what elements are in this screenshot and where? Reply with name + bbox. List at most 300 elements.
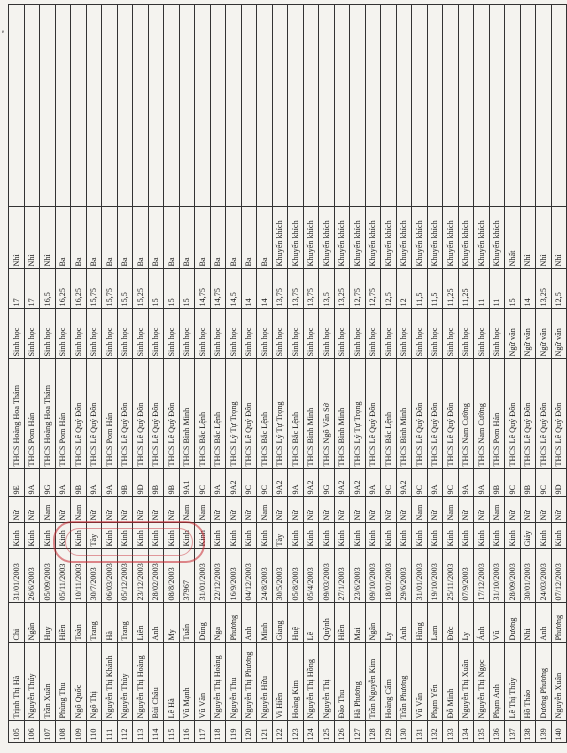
gender-cell: Nam bbox=[257, 497, 273, 523]
row-number: 139 bbox=[536, 721, 552, 743]
subject-cell: Sinh học bbox=[474, 309, 490, 359]
given-name-cell: Anh bbox=[536, 603, 552, 643]
ethnicity-cell: Kinh bbox=[195, 523, 211, 549]
birth-date-cell: 05/09/2003 bbox=[40, 549, 56, 603]
subject-cell: Sinh học bbox=[133, 309, 149, 359]
surname-cell: Đào Thu bbox=[334, 643, 350, 721]
results-table-body bbox=[9, 5, 567, 743]
row-number: 133 bbox=[443, 721, 459, 743]
prize-cell: Ba bbox=[86, 207, 102, 269]
gender-cell: Nam bbox=[40, 497, 56, 523]
table-row bbox=[102, 5, 118, 743]
subject-cell: Sinh học bbox=[117, 309, 133, 359]
table-row bbox=[520, 5, 536, 743]
blank-cell bbox=[505, 5, 521, 207]
score-cell: 11,25 bbox=[443, 269, 459, 309]
gender-cell: Nữ bbox=[226, 497, 242, 523]
given-name-cell: Ly bbox=[381, 603, 397, 643]
blank-cell bbox=[86, 5, 102, 207]
subject-cell: Sinh học bbox=[210, 309, 226, 359]
birth-date-cell: 37967 bbox=[179, 549, 195, 603]
gender-cell: Nữ bbox=[350, 497, 366, 523]
table-row bbox=[133, 5, 149, 743]
score-cell: 12,75 bbox=[350, 269, 366, 309]
prize-cell: Khuyến khích bbox=[303, 207, 319, 269]
school-cell: THCS Bình Minh bbox=[396, 359, 412, 469]
row-number: 116 bbox=[179, 721, 195, 743]
class-cell: 9A bbox=[55, 469, 71, 497]
given-name-cell: Trang bbox=[117, 603, 133, 643]
ethnicity-cell: Kinh bbox=[71, 523, 87, 549]
school-cell: THCS Lý Tự Trọng bbox=[226, 359, 242, 469]
subject-cell: Sinh học bbox=[226, 309, 242, 359]
prize-cell: Nhì bbox=[24, 207, 40, 269]
subject-cell: Sinh học bbox=[303, 309, 319, 359]
table-row bbox=[443, 5, 459, 743]
blank-cell bbox=[427, 5, 443, 207]
ethnicity-cell: Kinh bbox=[148, 523, 164, 549]
surname-cell: Phạm Yến bbox=[427, 643, 443, 721]
school-cell: THCS Pom Hán bbox=[55, 359, 71, 469]
table-row bbox=[148, 5, 164, 743]
surname-cell: Nguyễn Thị bbox=[319, 643, 335, 721]
subject-cell: Sinh học bbox=[381, 309, 397, 359]
ethnicity-cell: Kinh bbox=[458, 523, 474, 549]
blank-cell bbox=[117, 5, 133, 207]
gender-cell: Nam bbox=[195, 497, 211, 523]
prize-cell: Ba bbox=[133, 207, 149, 269]
subject-cell: Sinh học bbox=[55, 309, 71, 359]
table-row bbox=[489, 5, 505, 743]
table-row bbox=[551, 5, 567, 743]
surname-cell: Nguyễn Thúy bbox=[24, 643, 40, 721]
table-row bbox=[179, 5, 195, 743]
birth-date-cell: 19/10/2003 bbox=[427, 549, 443, 603]
score-cell: 14,5 bbox=[226, 269, 242, 309]
subject-cell: Ngữ văn bbox=[551, 309, 567, 359]
subject-cell: Sinh học bbox=[334, 309, 350, 359]
school-cell: THCS Lê Quý Đôn bbox=[71, 359, 87, 469]
surname-cell: Trần Phương bbox=[396, 643, 412, 721]
class-cell: 9A2 bbox=[272, 469, 288, 497]
blank-cell bbox=[334, 5, 350, 207]
school-cell: THCS Lý Tự Trọng bbox=[350, 359, 366, 469]
subject-cell: Sinh học bbox=[272, 309, 288, 359]
blank-cell bbox=[319, 5, 335, 207]
subject-cell: Sinh học bbox=[195, 309, 211, 359]
row-number: 106 bbox=[24, 721, 40, 743]
class-cell: 9A2 bbox=[396, 469, 412, 497]
row-number: 118 bbox=[210, 721, 226, 743]
score-cell: 13,25 bbox=[536, 269, 552, 309]
surname-cell: Nguyễn Hữu bbox=[257, 643, 273, 721]
class-cell: 9C bbox=[505, 469, 521, 497]
school-cell: THCS Lê Quý Đôn bbox=[536, 359, 552, 469]
blank-cell bbox=[272, 5, 288, 207]
score-cell: 17 bbox=[24, 269, 40, 309]
ethnicity-cell: Kinh bbox=[319, 523, 335, 549]
ethnicity-cell: Kinh bbox=[24, 523, 40, 549]
school-cell: THCS Lê Quý Đôn bbox=[505, 359, 521, 469]
birth-date-cell: 24/8/2003 bbox=[257, 549, 273, 603]
blank-cell bbox=[195, 5, 211, 207]
results-table bbox=[8, 4, 567, 743]
ethnicity-cell: Tày bbox=[272, 523, 288, 549]
given-name-cell: Ngân bbox=[365, 603, 381, 643]
blank-cell bbox=[350, 5, 366, 207]
blank-cell bbox=[179, 5, 195, 207]
row-number: 138 bbox=[520, 721, 536, 743]
blank-cell bbox=[551, 5, 567, 207]
prize-cell: Ba bbox=[102, 207, 118, 269]
given-name-cell: Ngân bbox=[24, 603, 40, 643]
ethnicity-cell: Kinh bbox=[210, 523, 226, 549]
given-name-cell: Huệ bbox=[288, 603, 304, 643]
school-cell: THCS Bắc Lệnh bbox=[257, 359, 273, 469]
given-name-cell: Nga bbox=[210, 603, 226, 643]
score-cell: 16,25 bbox=[55, 269, 71, 309]
row-number: 131 bbox=[412, 721, 428, 743]
birth-date-cell: 27/1/2003 bbox=[334, 549, 350, 603]
school-cell: THCS Bắc Lệnh bbox=[381, 359, 397, 469]
blank-cell bbox=[288, 5, 304, 207]
surname-cell: Hoàng Cẩm bbox=[381, 643, 397, 721]
birth-date-cell: 25/11/2003 bbox=[443, 549, 459, 603]
surname-cell: Nguyễn Xuân bbox=[551, 643, 567, 721]
gender-cell: Nữ bbox=[536, 497, 552, 523]
school-cell: THCS Lý Tự Trọng bbox=[272, 359, 288, 469]
row-number: 124 bbox=[303, 721, 319, 743]
surname-cell: Lê Thị Thùy bbox=[505, 643, 521, 721]
surname-cell: Vũ Văn bbox=[412, 643, 428, 721]
class-cell: 9A bbox=[102, 469, 118, 497]
table-row bbox=[257, 5, 273, 743]
score-cell: 11,5 bbox=[412, 269, 428, 309]
row-number: 107 bbox=[40, 721, 56, 743]
table-row bbox=[536, 5, 552, 743]
gender-cell: Nam bbox=[179, 497, 195, 523]
ethnicity-cell: Kinh bbox=[505, 523, 521, 549]
table-row bbox=[272, 5, 288, 743]
birth-date-cell: 10/11/2003 bbox=[71, 549, 87, 603]
surname-cell: Đỗ Minh bbox=[443, 643, 459, 721]
given-name-cell: Ly bbox=[458, 603, 474, 643]
given-name-cell: Mai bbox=[350, 603, 366, 643]
row-number: 132 bbox=[427, 721, 443, 743]
ethnicity-cell: Kinh bbox=[412, 523, 428, 549]
surname-cell: Vi Hiền bbox=[272, 643, 288, 721]
school-cell: THCS Lê Quý Đôn bbox=[148, 359, 164, 469]
ethnicity-cell: Kinh bbox=[396, 523, 412, 549]
row-number: 140 bbox=[551, 721, 567, 743]
blank-cell bbox=[24, 5, 40, 207]
surname-cell: Dương Phương bbox=[536, 643, 552, 721]
subject-cell: Ngữ văn bbox=[520, 309, 536, 359]
score-cell: 13,75 bbox=[288, 269, 304, 309]
birth-date-cell: 31/01/2003 bbox=[195, 549, 211, 603]
table-row bbox=[505, 5, 521, 743]
birth-date-cell: 31/01/2003 bbox=[9, 549, 25, 603]
score-cell: 13,75 bbox=[303, 269, 319, 309]
table-row bbox=[55, 5, 71, 743]
score-cell: 15 bbox=[164, 269, 180, 309]
blank-cell bbox=[412, 5, 428, 207]
school-cell: THCS Nam Cường bbox=[458, 359, 474, 469]
score-cell: 14 bbox=[520, 269, 536, 309]
class-cell: 9A2 bbox=[334, 469, 350, 497]
gender-cell: Nữ bbox=[381, 497, 397, 523]
subject-cell: Sinh học bbox=[427, 309, 443, 359]
prize-cell: Nhì bbox=[520, 207, 536, 269]
school-cell: THCS Lê Quý Đôn bbox=[551, 359, 567, 469]
gender-cell: Nữ bbox=[148, 497, 164, 523]
surname-cell: Nguyễn Thị Hoàng bbox=[133, 643, 149, 721]
birth-date-cell: 26/6/2003 bbox=[24, 549, 40, 603]
ethnicity-cell: Kinh bbox=[257, 523, 273, 549]
subject-cell: Sinh học bbox=[396, 309, 412, 359]
prize-cell: Nhì bbox=[9, 207, 25, 269]
table-row bbox=[381, 5, 397, 743]
blank-cell bbox=[474, 5, 490, 207]
birth-date-cell: 30/5/2003 bbox=[272, 549, 288, 603]
gender-cell: Nữ bbox=[458, 497, 474, 523]
surname-cell: Lê Hà bbox=[164, 643, 180, 721]
blank-cell bbox=[55, 5, 71, 207]
class-cell: 9C bbox=[195, 469, 211, 497]
birth-date-cell: 05/11/2003 bbox=[55, 549, 71, 603]
score-cell: 15 bbox=[148, 269, 164, 309]
school-cell: THCS Lê Quý Đôn bbox=[365, 359, 381, 469]
given-name-cell: Lam bbox=[427, 603, 443, 643]
given-name-cell: Vũ bbox=[489, 603, 505, 643]
subject-cell: Sinh học bbox=[443, 309, 459, 359]
gender-cell: Nữ bbox=[319, 497, 335, 523]
birth-date-cell: 30/01/2003 bbox=[520, 549, 536, 603]
row-number: 121 bbox=[257, 721, 273, 743]
class-cell: 9D bbox=[133, 469, 149, 497]
given-name-cell: Hùng bbox=[412, 603, 428, 643]
ethnicity-cell: Kinh bbox=[226, 523, 242, 549]
school-cell: THCS Lê Quý Đôn bbox=[133, 359, 149, 469]
score-cell: 13,75 bbox=[272, 269, 288, 309]
class-cell: 9E bbox=[9, 469, 25, 497]
surname-cell: Ngô Quốc bbox=[71, 643, 87, 721]
table-row bbox=[195, 5, 211, 743]
prize-cell: Khuyến khích bbox=[458, 207, 474, 269]
ethnicity-cell: Kinh bbox=[117, 523, 133, 549]
birth-date-cell: 07/12/2003 bbox=[551, 549, 567, 603]
row-number: 129 bbox=[381, 721, 397, 743]
birth-date-cell: 30/7/2003 bbox=[86, 549, 102, 603]
given-name-cell: Anh bbox=[396, 603, 412, 643]
subject-cell: Sinh học bbox=[71, 309, 87, 359]
table-row bbox=[9, 5, 25, 743]
school-cell: THCS Nam Cường bbox=[474, 359, 490, 469]
surname-cell: Nguyễn Thị Phương bbox=[241, 643, 257, 721]
row-number: 110 bbox=[86, 721, 102, 743]
class-cell: 9B bbox=[520, 469, 536, 497]
score-cell: 15 bbox=[505, 269, 521, 309]
surname-cell: Hồ Thảo bbox=[520, 643, 536, 721]
surname-cell: Bùi Châu bbox=[148, 643, 164, 721]
prize-cell: Nhì bbox=[551, 207, 567, 269]
surname-cell: Vũ Mạnh bbox=[179, 643, 195, 721]
birth-date-cell: 05/8/2003 bbox=[288, 549, 304, 603]
class-cell: 9C bbox=[443, 469, 459, 497]
class-cell: 9A bbox=[210, 469, 226, 497]
prize-cell: Khuyến khích bbox=[443, 207, 459, 269]
row-number: 134 bbox=[458, 721, 474, 743]
row-number: 136 bbox=[489, 721, 505, 743]
ethnicity-cell: Kinh bbox=[241, 523, 257, 549]
row-number: 114 bbox=[148, 721, 164, 743]
blank-cell bbox=[257, 5, 273, 207]
given-name-cell: Huy bbox=[40, 603, 56, 643]
ethnicity-cell: Kinh bbox=[40, 523, 56, 549]
table-row bbox=[458, 5, 474, 743]
subject-cell: Sinh học bbox=[365, 309, 381, 359]
birth-date-cell: 05/4/2003 bbox=[303, 549, 319, 603]
given-name-cell: My bbox=[164, 603, 180, 643]
birth-date-cell: 17/12/2003 bbox=[474, 549, 490, 603]
class-cell: 9A bbox=[86, 469, 102, 497]
surname-cell: Nguyễn Thu bbox=[226, 643, 242, 721]
class-cell: 9A2 bbox=[350, 469, 366, 497]
given-name-cell: Liên bbox=[133, 603, 149, 643]
surname-cell: Phạm Anh bbox=[489, 643, 505, 721]
school-cell: THCS Bình Minh bbox=[334, 359, 350, 469]
ethnicity-cell: Kinh bbox=[474, 523, 490, 549]
class-cell: 9A bbox=[474, 469, 490, 497]
score-cell: 11 bbox=[474, 269, 490, 309]
prize-cell: Khuyến khích bbox=[272, 207, 288, 269]
table-row bbox=[164, 5, 180, 743]
scan-mark: ᵉ bbox=[2, 28, 5, 37]
class-cell: 9A bbox=[365, 469, 381, 497]
birth-date-cell: 08/8/2003 bbox=[164, 549, 180, 603]
blank-cell bbox=[365, 5, 381, 207]
table-row bbox=[427, 5, 443, 743]
prize-cell: Khuyến khích bbox=[334, 207, 350, 269]
gender-cell: Nữ bbox=[288, 497, 304, 523]
prize-cell: Ba bbox=[257, 207, 273, 269]
subject-cell: Sinh học bbox=[148, 309, 164, 359]
birth-date-cell: 05/12/2003 bbox=[117, 549, 133, 603]
school-cell: THCS Bắc Lệnh bbox=[210, 359, 226, 469]
school-cell: THCS Pom Hán bbox=[102, 359, 118, 469]
birth-date-cell: 23/6/2003 bbox=[350, 549, 366, 603]
blank-cell bbox=[381, 5, 397, 207]
subject-cell: Sinh học bbox=[288, 309, 304, 359]
surname-cell: Hà Phương bbox=[350, 643, 366, 721]
gender-cell: Nữ bbox=[396, 497, 412, 523]
table-row bbox=[24, 5, 40, 743]
ethnicity-cell: Kinh bbox=[443, 523, 459, 549]
prize-cell: Ba bbox=[241, 207, 257, 269]
row-number: 113 bbox=[133, 721, 149, 743]
table-row bbox=[210, 5, 226, 743]
table-row bbox=[303, 5, 319, 743]
surname-cell: Ngô Thị bbox=[86, 643, 102, 721]
ethnicity-cell: Kinh bbox=[9, 523, 25, 549]
given-name-cell: Hiền bbox=[55, 603, 71, 643]
given-name-cell: Phương bbox=[551, 603, 567, 643]
given-name-cell: Dương bbox=[505, 603, 521, 643]
school-cell: THCS Bình Minh bbox=[179, 359, 195, 469]
class-cell: 9G bbox=[40, 469, 56, 497]
blank-cell bbox=[241, 5, 257, 207]
birth-date-cell: 18/01/2003 bbox=[381, 549, 397, 603]
prize-cell: Ba bbox=[117, 207, 133, 269]
given-name-cell: Chi bbox=[9, 603, 25, 643]
given-name-cell: Dũng bbox=[195, 603, 211, 643]
surname-cell: Trần Xuân bbox=[40, 643, 56, 721]
class-cell: 9A bbox=[427, 469, 443, 497]
gender-cell: Nữ bbox=[86, 497, 102, 523]
blank-cell bbox=[396, 5, 412, 207]
score-cell: 13,25 bbox=[334, 269, 350, 309]
prize-cell: Ba bbox=[148, 207, 164, 269]
score-cell: 15,25 bbox=[133, 269, 149, 309]
blank-cell bbox=[40, 5, 56, 207]
gender-cell: Nữ bbox=[474, 497, 490, 523]
class-cell: 9B bbox=[489, 469, 505, 497]
surname-cell: Nguyễn Thùy bbox=[117, 643, 133, 721]
subject-cell: Ngữ văn bbox=[536, 309, 552, 359]
gender-cell: Nữ bbox=[164, 497, 180, 523]
school-cell: THCS Lê Quý Đôn bbox=[412, 359, 428, 469]
class-cell: 9C bbox=[241, 469, 257, 497]
gender-cell: Nữ bbox=[505, 497, 521, 523]
gender-cell: Nữ bbox=[24, 497, 40, 523]
subject-cell: Sinh học bbox=[40, 309, 56, 359]
table-row bbox=[412, 5, 428, 743]
given-name-cell: Giang bbox=[272, 603, 288, 643]
score-cell: 14 bbox=[241, 269, 257, 309]
subject-cell: Sinh học bbox=[489, 309, 505, 359]
ethnicity-cell: Kinh bbox=[365, 523, 381, 549]
given-name-cell: Hà bbox=[102, 603, 118, 643]
ethnicity-cell: Kinh bbox=[288, 523, 304, 549]
birth-date-cell: 04/12/2003 bbox=[241, 549, 257, 603]
score-cell: 12,5 bbox=[381, 269, 397, 309]
birth-date-cell: 28/02/2003 bbox=[148, 549, 164, 603]
row-number: 108 bbox=[55, 721, 71, 743]
school-cell: THCS Ngô Văn Sở bbox=[319, 359, 335, 469]
gender-cell: Nữ bbox=[133, 497, 149, 523]
row-number: 130 bbox=[396, 721, 412, 743]
blank-cell bbox=[458, 5, 474, 207]
subject-cell: Sinh học bbox=[179, 309, 195, 359]
school-cell: THCS Lê Quý Đôn bbox=[520, 359, 536, 469]
birth-date-cell: 09/03/2003 bbox=[319, 549, 335, 603]
subject-cell: Ngữ văn bbox=[505, 309, 521, 359]
row-number: 111 bbox=[102, 721, 118, 743]
gender-cell: Nam bbox=[489, 497, 505, 523]
prize-cell: Khuyến khích bbox=[381, 207, 397, 269]
given-name-cell: Phương bbox=[226, 603, 242, 643]
score-cell: 14,75 bbox=[195, 269, 211, 309]
given-name-cell: Toàn bbox=[71, 603, 87, 643]
blank-cell bbox=[133, 5, 149, 207]
birth-date-cell: 28/09/2003 bbox=[505, 549, 521, 603]
gender-cell: Nữ bbox=[55, 497, 71, 523]
class-cell: 9C bbox=[381, 469, 397, 497]
subject-cell: Sinh học bbox=[86, 309, 102, 359]
surname-cell: Nguyễn Thị Xuân bbox=[458, 643, 474, 721]
given-name-cell: Hiền bbox=[334, 603, 350, 643]
blank-cell bbox=[210, 5, 226, 207]
